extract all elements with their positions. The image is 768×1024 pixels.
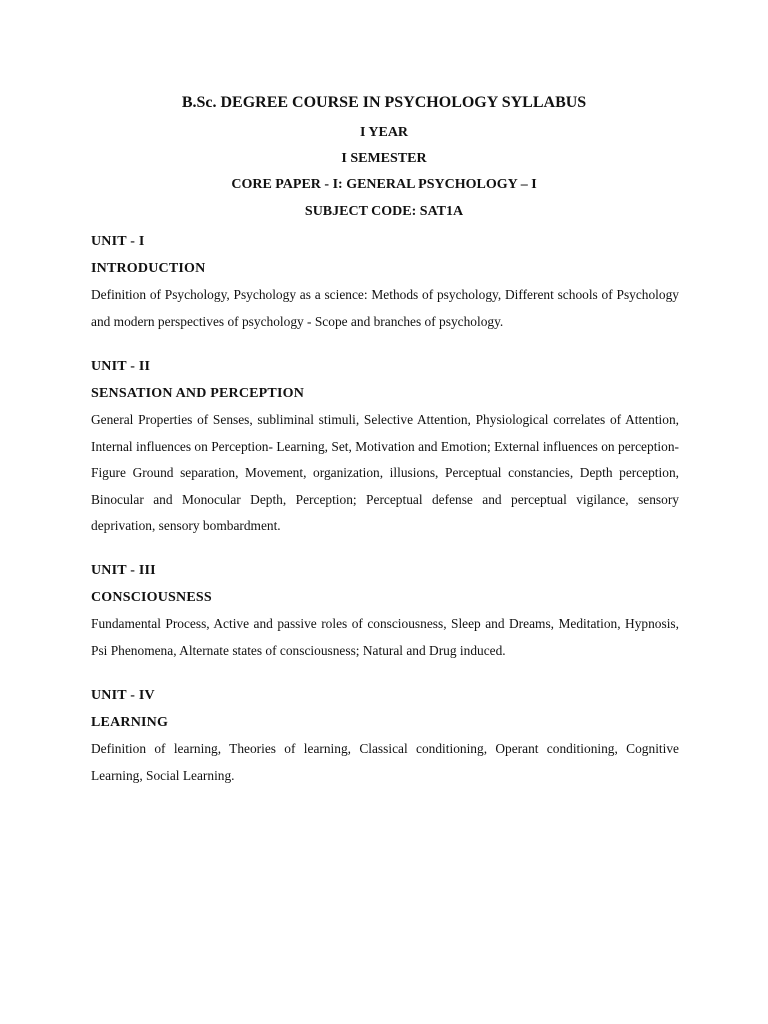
year-line: I YEAR [359,125,409,140]
unit-heading: LEARNING [91,715,169,730]
unit-heading: INTRODUCTION [91,261,206,276]
unit-section [91,228,679,335]
document-title: B.Sc. DEGREE COURSE IN PSYCHOLOGY SYLLABUS [181,94,587,111]
subject-code-line: SUBJECT CODE: SAT1A [304,204,464,219]
unit-body: General Properties of Senses, subliminal stimuli, Selective Attention, Physiological correlates of Attention, Internal influences on Perception- Learning, Set, Motivation and Emotion; External influences on perception- Figure Ground separation, Movement, organization, illusions, Perceptual constancies, Depth perception, Binocular and Monocular Depth, Perception; Perceptual defense and perceptual vigilance, sensory deprivation, sensory bombardment. [91,412,679,534]
unit-heading: CONSCIOUSNESS [91,590,212,605]
unit-label: UNIT - II [91,359,151,374]
unit-heading: SENSATION AND PERCEPTION [91,386,305,401]
unit-body: Definition of Psychology, Psychology as a science: Methods of psychology, Different schools of Psychology and modern perspectives of psychology - Scope and branches of psychology. [91,287,679,329]
unit-body: Definition of learning, Theories of learning, Classical conditioning, Operant conditioning, Cognitive Learning, Social Learning. [91,741,679,783]
unit-body: Fundamental Process, Active and passive roles of consciousness, Sleep and Dreams, Meditation, Hypnosis, Psi Phenomena, Alternate states of consciousness; Natural and Drug induced. [91,616,679,658]
unit-section [91,682,679,789]
paper-line: CORE PAPER - I: GENERAL PSYCHOLOGY – I [231,177,537,192]
semester-line: I SEMESTER [341,151,427,166]
unit-section [91,353,679,540]
unit-label: UNIT - IV [91,688,155,703]
unit-label: UNIT - I [91,234,145,249]
unit-section [91,557,679,664]
unit-label: UNIT - III [91,563,156,578]
